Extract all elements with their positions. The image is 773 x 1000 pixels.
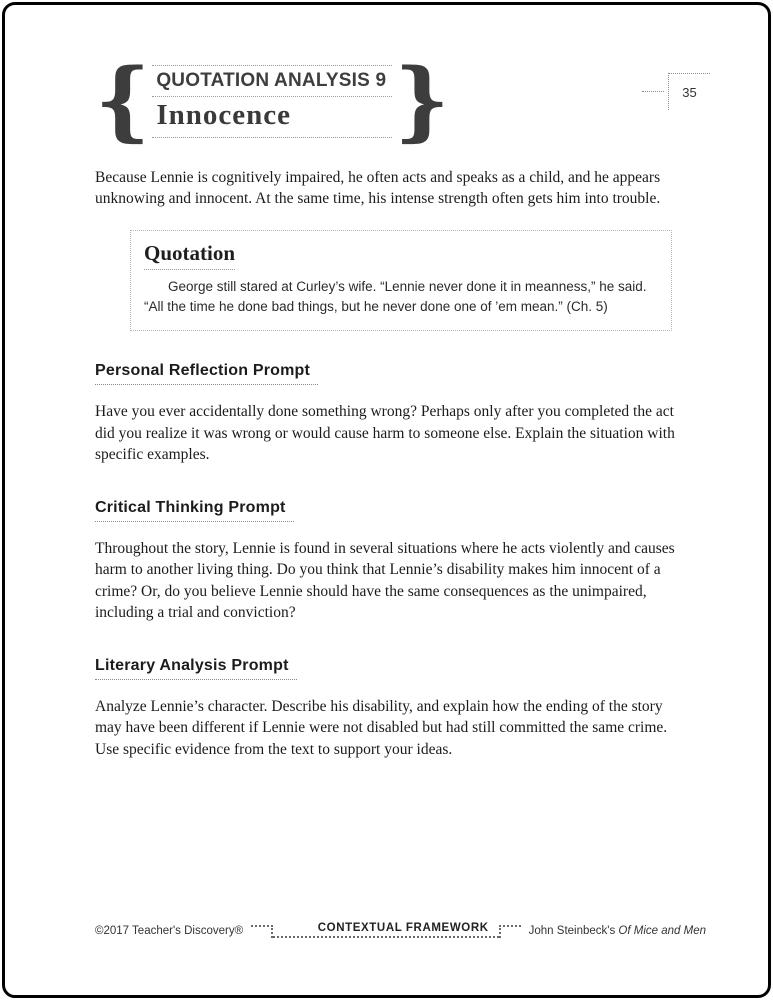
book-title: Of Mice and Men [618,925,706,937]
section-personal-reflection [95,362,679,466]
quotation-heading: Quotation [144,241,235,270]
copyright-text: ©2017 Teacher's Discovery® [95,925,244,937]
section-critical-thinking [95,499,679,624]
page-header [95,50,450,151]
left-brace-decoration: { [95,50,151,151]
book-author: John Steinbeck's [528,925,619,937]
framework-label: CONTEXTUAL FRAMEWORK [314,922,493,934]
page-title: Innocence [152,97,392,138]
section-heading: Personal Reflection Prompt [95,362,318,385]
page-content [95,5,706,995]
section-heading: Literary Analysis Prompt [95,657,297,680]
section-body: Throughout the story, Lennie is found in several situations where he acts violently and causes harm to another living thing. Do you think that Lennie’s disability makes him innocent of a crime? Or, do you believe Lennie should have the same consequences as the unimpaired, including a trial and conviction? [95,539,675,621]
section-heading: Critical Thinking Prompt [95,499,294,522]
page-number: 35 [668,73,710,110]
dotted-corner-right [499,925,521,938]
section-literary-analysis [95,657,679,761]
intro-paragraph: Because Lennie is cognitively impaired, he often acts and speaks as a child, and he appears unknowing and innocent. At the same time, his intense strength often gets him into trouble. [95,169,661,207]
book-attribution [529,925,706,938]
worksheet-page [2,2,771,998]
section-body: Have you ever accidentally done something wrong? Perhaps only after you completed the act did you realize it was wrong or would cause harm to someone else. Explain the situation with specific examples. [95,403,675,463]
dotted-corner-left [251,925,273,938]
dotted-leader [273,922,499,938]
section-body: Analyze Lennie’s character. Describe his disability, and explain how the ending of the story may have been different if Lennie were not disabled but had still committed the same crime. Use specific evidence from the text to support your ideas. [95,697,668,758]
lesson-kicker: QUOTATION ANALYSIS 9 [152,69,392,97]
page-footer [95,922,706,938]
quotation-box [130,230,672,331]
right-brace-decoration: } [394,50,450,151]
title-stack [152,65,392,138]
quotation-text: George still stared at Curley’s wife. “Lennie never done it in meanness,” he said. “All the time he done bad things, but he never done one of ’em mean.” (Ch. 5) [144,279,647,314]
